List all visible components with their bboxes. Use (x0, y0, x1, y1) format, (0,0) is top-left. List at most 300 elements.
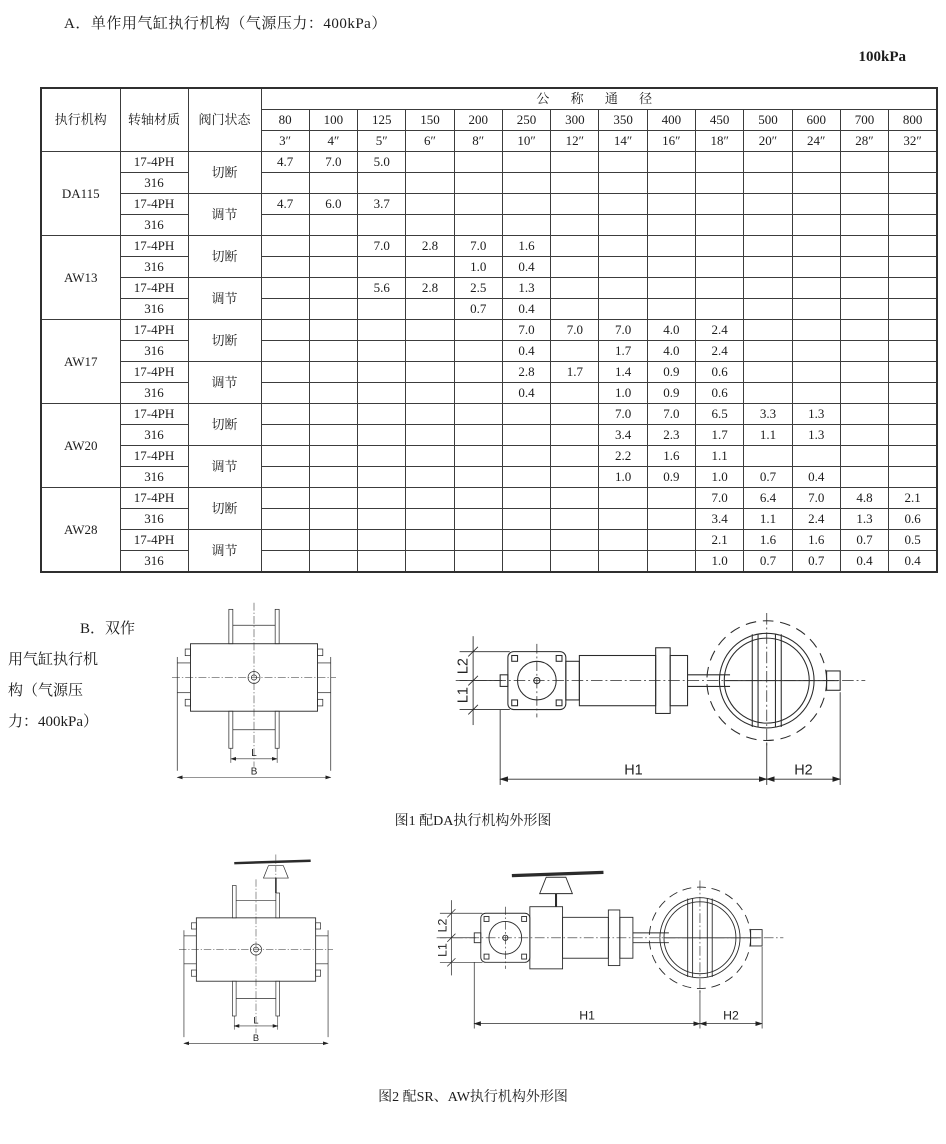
torque-value-cell (358, 425, 406, 446)
torque-value-cell (599, 236, 647, 257)
torque-value-cell: 0.6 (696, 362, 744, 383)
torque-value-cell (406, 530, 454, 551)
torque-value-cell (358, 362, 406, 383)
torque-value-cell: 0.4 (840, 551, 888, 573)
torque-value-cell (261, 362, 309, 383)
torque-value-cell (309, 278, 357, 299)
shaft-material-cell: 17-4PH (120, 446, 188, 467)
torque-value-cell (454, 152, 502, 173)
torque-value-cell (309, 551, 357, 573)
torque-value-cell: 2.5 (454, 278, 502, 299)
shaft-material-cell: 17-4PH (120, 194, 188, 215)
torque-value-cell (696, 257, 744, 278)
torque-value-cell (551, 236, 599, 257)
shaft-material-cell: 316 (120, 299, 188, 320)
torque-value-cell (599, 152, 647, 173)
dn-mm-header: 80 (261, 110, 309, 131)
torque-value-cell (889, 152, 937, 173)
torque-value-cell (840, 404, 888, 425)
torque-value-cell (889, 215, 937, 236)
torque-value-cell (840, 173, 888, 194)
torque-value-cell: 0.4 (502, 257, 550, 278)
table-header-row (41, 88, 937, 110)
dim-label-l2: L2 (435, 918, 450, 933)
torque-value-cell (647, 152, 695, 173)
torque-value-cell (647, 488, 695, 509)
torque-value-cell (309, 362, 357, 383)
torque-value-cell (792, 320, 840, 341)
shaft-material-cell: 316 (120, 467, 188, 488)
spec-row (41, 404, 937, 425)
torque-value-cell (358, 299, 406, 320)
spec-row (41, 278, 937, 299)
dn-inch-header: 32″ (889, 131, 937, 152)
torque-value-cell (840, 320, 888, 341)
torque-value-cell (551, 278, 599, 299)
torque-value-cell (454, 467, 502, 488)
spec-row (41, 257, 937, 278)
torque-value-cell (502, 152, 550, 173)
torque-value-cell (599, 257, 647, 278)
torque-value-cell (840, 341, 888, 362)
torque-value-cell (889, 362, 937, 383)
torque-value-cell: 1.0 (696, 551, 744, 573)
dn-inch-header: 8″ (454, 131, 502, 152)
torque-value-cell (454, 383, 502, 404)
torque-value-cell: 0.7 (792, 551, 840, 573)
torque-value-cell (599, 530, 647, 551)
torque-value-cell (406, 467, 454, 488)
torque-value-cell (840, 299, 888, 320)
torque-value-cell (406, 215, 454, 236)
dn-inch-header: 10″ (502, 131, 550, 152)
fig2-side-view-drawing (430, 856, 790, 1040)
torque-value-cell: 3.4 (599, 425, 647, 446)
torque-value-cell (840, 467, 888, 488)
torque-value-cell: 7.0 (647, 404, 695, 425)
valve-state-cell: 切断 (188, 404, 261, 446)
torque-value-cell (599, 488, 647, 509)
torque-value-cell (696, 236, 744, 257)
torque-value-cell (406, 362, 454, 383)
torque-value-cell (744, 362, 792, 383)
torque-value-cell (502, 446, 550, 467)
torque-value-cell: 7.0 (599, 320, 647, 341)
torque-value-cell (358, 509, 406, 530)
torque-value-cell (406, 341, 454, 362)
torque-value-cell: 2.4 (696, 320, 744, 341)
torque-value-cell (744, 194, 792, 215)
torque-value-cell (502, 194, 550, 215)
torque-value-cell (696, 194, 744, 215)
shaft-material-cell: 17-4PH (120, 278, 188, 299)
torque-value-cell (551, 215, 599, 236)
table-unit-note: 100kPa (858, 49, 906, 65)
torque-value-cell (261, 446, 309, 467)
torque-value-cell (309, 173, 357, 194)
torque-value-cell (551, 551, 599, 573)
handwheel (512, 872, 604, 906)
torque-value-cell (454, 320, 502, 341)
torque-value-cell: 6.5 (696, 404, 744, 425)
valve-state-cell: 切断 (188, 320, 261, 362)
torque-value-cell: 0.9 (647, 383, 695, 404)
shaft-material-cell: 17-4PH (120, 152, 188, 173)
torque-value-cell (696, 173, 744, 194)
shaft-material-cell: 17-4PH (120, 236, 188, 257)
torque-value-cell: 1.3 (792, 404, 840, 425)
torque-value-cell (261, 173, 309, 194)
dn-mm-header: 500 (744, 110, 792, 131)
torque-value-cell (309, 467, 357, 488)
torque-value-cell (599, 194, 647, 215)
torque-value-cell (551, 425, 599, 446)
torque-value-cell (406, 320, 454, 341)
col-header-actuator: 执行机构 (41, 88, 120, 152)
torque-value-cell (792, 446, 840, 467)
torque-value-cell (744, 299, 792, 320)
torque-value-cell (744, 152, 792, 173)
torque-value-cell (454, 425, 502, 446)
torque-value-cell (792, 215, 840, 236)
torque-value-cell (309, 299, 357, 320)
torque-value-cell (454, 341, 502, 362)
valve-state-cell: 调节 (188, 194, 261, 236)
torque-value-cell: 1.1 (744, 509, 792, 530)
dn-inch-header: 20″ (744, 131, 792, 152)
dn-inch-header: 4″ (309, 131, 357, 152)
shaft-material-cell: 316 (120, 173, 188, 194)
torque-value-cell (454, 530, 502, 551)
torque-value-cell (502, 488, 550, 509)
torque-value-cell: 1.6 (502, 236, 550, 257)
torque-value-cell: 4.0 (647, 341, 695, 362)
dn-mm-header: 200 (454, 110, 502, 131)
torque-value-cell: 0.7 (840, 530, 888, 551)
torque-value-cell (889, 425, 937, 446)
dn-inch-header: 6″ (406, 131, 454, 152)
torque-value-cell (792, 236, 840, 257)
col-header-valve-state: 阀门状态 (188, 88, 261, 152)
dim-label-h2: H2 (794, 762, 813, 779)
torque-value-cell (744, 278, 792, 299)
torque-value-cell (792, 383, 840, 404)
torque-value-cell (261, 257, 309, 278)
torque-value-cell (889, 467, 937, 488)
torque-value-cell (647, 509, 695, 530)
actuator-name-cell: AW13 (41, 236, 120, 320)
torque-value-cell (744, 236, 792, 257)
dn-mm-header: 250 (502, 110, 550, 131)
dn-mm-header: 400 (647, 110, 695, 131)
dn-mm-header: 125 (358, 110, 406, 131)
torque-value-cell (551, 257, 599, 278)
valve-state-cell: 切断 (188, 488, 261, 530)
torque-value-cell (744, 173, 792, 194)
torque-value-cell (358, 404, 406, 425)
torque-value-cell (406, 152, 454, 173)
valve-state-cell: 切断 (188, 236, 261, 278)
dn-mm-header: 800 (889, 110, 937, 131)
torque-value-cell: 2.1 (696, 530, 744, 551)
torque-value-cell (647, 194, 695, 215)
torque-value-cell (309, 446, 357, 467)
torque-value-cell (551, 383, 599, 404)
torque-value-cell (551, 530, 599, 551)
torque-value-cell (840, 383, 888, 404)
torque-value-cell: 1.7 (599, 341, 647, 362)
shaft-material-cell: 316 (120, 215, 188, 236)
torque-value-cell (599, 215, 647, 236)
spec-row (41, 320, 937, 341)
torque-value-cell: 1.0 (599, 383, 647, 404)
torque-value-cell (406, 488, 454, 509)
torque-value-cell (502, 551, 550, 573)
torque-value-cell: 0.5 (889, 530, 937, 551)
torque-value-cell: 6.4 (744, 488, 792, 509)
torque-value-cell (406, 446, 454, 467)
torque-value-cell (840, 236, 888, 257)
torque-value-cell (358, 488, 406, 509)
torque-value-cell: 1.6 (647, 446, 695, 467)
spec-row (41, 509, 937, 530)
dim-label-l2: L2 (455, 658, 472, 675)
spec-row (41, 299, 937, 320)
torque-value-cell: 0.7 (744, 551, 792, 573)
torque-value-cell (647, 173, 695, 194)
dim-label-h1: H1 (579, 1008, 595, 1023)
torque-value-cell (889, 404, 937, 425)
spec-row (41, 341, 937, 362)
torque-value-cell (454, 215, 502, 236)
dim-label-l1: L1 (435, 943, 450, 957)
torque-value-cell: 7.0 (502, 320, 550, 341)
torque-value-cell (309, 341, 357, 362)
torque-value-cell (406, 194, 454, 215)
dimension-lines (460, 636, 841, 785)
torque-value-cell (406, 257, 454, 278)
torque-value-cell (744, 446, 792, 467)
torque-value-cell: 2.3 (647, 425, 695, 446)
torque-value-cell (309, 215, 357, 236)
torque-value-cell (792, 173, 840, 194)
torque-value-cell: 0.4 (889, 551, 937, 573)
torque-value-cell (309, 320, 357, 341)
torque-value-cell (454, 446, 502, 467)
torque-value-cell: 5.6 (358, 278, 406, 299)
torque-value-cell (358, 551, 406, 573)
torque-value-cell (406, 383, 454, 404)
actuator-spec-table (40, 87, 938, 573)
torque-value-cell (261, 467, 309, 488)
torque-value-cell (309, 257, 357, 278)
torque-value-cell (358, 467, 406, 488)
torque-value-cell (406, 173, 454, 194)
torque-value-cell: 0.7 (454, 299, 502, 320)
dn-inch-header: 28″ (840, 131, 888, 152)
shaft-material-cell: 316 (120, 257, 188, 278)
spec-row (41, 236, 937, 257)
torque-value-cell (358, 446, 406, 467)
torque-value-cell (454, 488, 502, 509)
torque-value-cell (889, 446, 937, 467)
torque-value-cell (889, 236, 937, 257)
torque-value-cell (261, 278, 309, 299)
torque-value-cell (792, 299, 840, 320)
torque-value-cell (406, 551, 454, 573)
torque-value-cell (647, 551, 695, 573)
torque-value-cell: 1.3 (502, 278, 550, 299)
torque-value-cell (261, 383, 309, 404)
torque-value-cell (792, 362, 840, 383)
torque-value-cell (744, 341, 792, 362)
torque-value-cell (647, 278, 695, 299)
valve-state-cell: 调节 (188, 530, 261, 573)
dim-label-l: L (253, 1015, 259, 1026)
torque-value-cell (647, 236, 695, 257)
torque-value-cell (358, 257, 406, 278)
spec-row (41, 425, 937, 446)
torque-value-cell: 7.0 (551, 320, 599, 341)
fig1-caption: 图1 配DA执行机构外形图 (394, 814, 552, 829)
torque-value-cell: 1.1 (744, 425, 792, 446)
dn-inch-header: 5″ (358, 131, 406, 152)
torque-value-cell (261, 425, 309, 446)
torque-value-cell (840, 278, 888, 299)
spec-row (41, 446, 937, 467)
shaft-material-cell: 316 (120, 341, 188, 362)
torque-value-cell (261, 488, 309, 509)
torque-value-cell (647, 299, 695, 320)
torque-value-cell: 3.3 (744, 404, 792, 425)
spec-row (41, 215, 937, 236)
torque-value-cell (454, 551, 502, 573)
torque-value-cell (358, 383, 406, 404)
dim-label-b: B (252, 1032, 260, 1043)
torque-value-cell (696, 299, 744, 320)
torque-value-cell: 7.0 (454, 236, 502, 257)
torque-value-cell (309, 488, 357, 509)
torque-value-cell (502, 173, 550, 194)
torque-value-cell (261, 215, 309, 236)
torque-value-cell: 0.7 (744, 467, 792, 488)
torque-value-cell (358, 173, 406, 194)
torque-value-cell (889, 299, 937, 320)
torque-value-cell (406, 509, 454, 530)
torque-value-cell: 2.4 (792, 509, 840, 530)
torque-value-cell (309, 236, 357, 257)
torque-value-cell (599, 173, 647, 194)
shaft-material-cell: 316 (120, 509, 188, 530)
torque-value-cell (599, 551, 647, 573)
actuator-name-cell: AW17 (41, 320, 120, 404)
torque-value-cell (840, 362, 888, 383)
torque-value-cell: 2.2 (599, 446, 647, 467)
section-b-line: B．双作 (80, 621, 136, 637)
torque-value-cell (358, 215, 406, 236)
torque-value-cell: 2.1 (889, 488, 937, 509)
dim-label-l1: L1 (455, 687, 472, 704)
torque-value-cell (840, 215, 888, 236)
shaft-material-cell: 17-4PH (120, 320, 188, 341)
torque-value-cell (696, 215, 744, 236)
torque-value-cell (261, 236, 309, 257)
torque-value-cell (647, 215, 695, 236)
torque-value-cell (502, 530, 550, 551)
torque-value-cell (261, 509, 309, 530)
torque-value-cell (309, 530, 357, 551)
dn-inch-header: 14″ (599, 131, 647, 152)
torque-value-cell (840, 425, 888, 446)
butterfly-valve (649, 881, 762, 995)
torque-value-cell: 2.8 (406, 236, 454, 257)
torque-value-cell: 0.4 (502, 341, 550, 362)
spec-row (41, 530, 937, 551)
torque-value-cell (309, 404, 357, 425)
torque-value-cell (454, 362, 502, 383)
torque-value-cell: 1.6 (744, 530, 792, 551)
section-b-line: 力：400kPa） (8, 714, 99, 730)
section-b-title (8, 614, 160, 738)
torque-value-cell: 4.7 (261, 194, 309, 215)
shaft-material-cell: 316 (120, 383, 188, 404)
torque-value-cell: 3.7 (358, 194, 406, 215)
torque-value-cell: 1.7 (696, 425, 744, 446)
dimension-lines (440, 900, 762, 1028)
fig2-caption: 图2 配SR、AW执行机构外形图 (378, 1090, 568, 1105)
torque-value-cell: 1.3 (792, 425, 840, 446)
torque-value-cell (551, 404, 599, 425)
dn-inch-header: 16″ (647, 131, 695, 152)
torque-value-cell: 2.8 (502, 362, 550, 383)
torque-value-cell (647, 257, 695, 278)
torque-value-cell (261, 320, 309, 341)
torque-value-cell: 1.0 (599, 467, 647, 488)
torque-value-cell: 2.4 (696, 341, 744, 362)
col-header-shaft-material: 转轴材质 (120, 88, 188, 152)
shaft-material-cell: 316 (120, 425, 188, 446)
spec-row (41, 467, 937, 488)
torque-value-cell (599, 509, 647, 530)
torque-value-cell (599, 278, 647, 299)
torque-value-cell (406, 299, 454, 320)
torque-value-cell: 7.0 (358, 236, 406, 257)
dim-label-b: B (250, 766, 258, 778)
torque-value-cell: 0.9 (647, 467, 695, 488)
spec-row (41, 152, 937, 173)
torque-value-cell (502, 404, 550, 425)
torque-value-cell (889, 173, 937, 194)
torque-value-cell: 0.4 (792, 467, 840, 488)
torque-value-cell (502, 425, 550, 446)
torque-value-cell (358, 341, 406, 362)
torque-value-cell: 0.4 (502, 383, 550, 404)
torque-value-cell (889, 194, 937, 215)
torque-value-cell (840, 194, 888, 215)
torque-value-cell (744, 215, 792, 236)
dim-label-l: L (251, 748, 257, 760)
torque-value-cell: 0.4 (502, 299, 550, 320)
torque-value-cell (840, 152, 888, 173)
spec-row (41, 383, 937, 404)
torque-value-cell (454, 509, 502, 530)
fig1-front-view-drawing (168, 600, 340, 792)
shaft-material-cell: 17-4PH (120, 404, 188, 425)
torque-value-cell (599, 299, 647, 320)
fig2-front-view-drawing (175, 852, 337, 1057)
torque-value-cell (261, 530, 309, 551)
spec-row (41, 194, 937, 215)
